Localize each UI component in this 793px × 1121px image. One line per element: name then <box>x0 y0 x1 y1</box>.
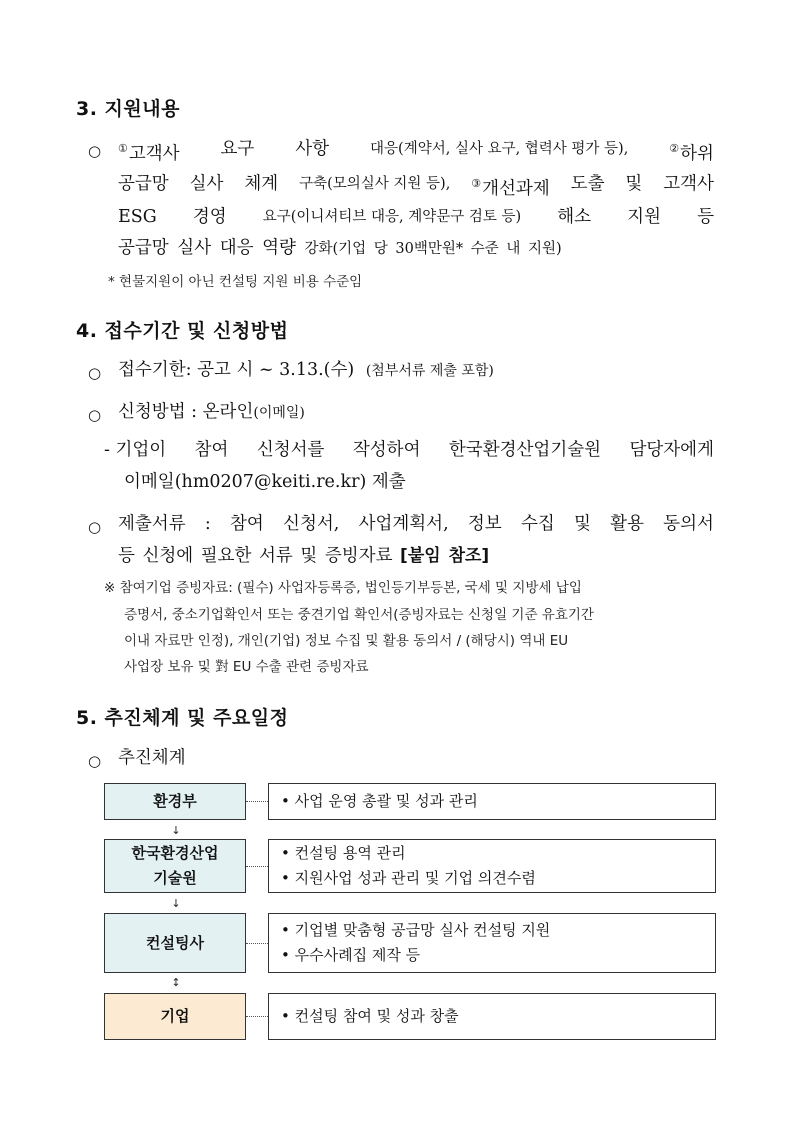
bullet-circle: ○ <box>88 752 102 770</box>
s3-line-4: 공급망 실사 대응 역량 강화(기업 당 30백만원* 수준 내 지원) <box>118 238 562 258</box>
org-desc-company: • 컨설팅 참여 및 성과 창출 <box>268 993 716 1040</box>
bullet-circle: ○ <box>88 364 102 382</box>
s5-subtitle: 추진체계 <box>118 748 186 768</box>
arrow-down-icon: ↓ <box>171 897 181 910</box>
org-desc-keiti: • 컨설팅 용역 관리 • 지원사업 성과 관리 및 기업 의견수렴 <box>268 839 716 893</box>
mark-2: ② <box>669 142 680 155</box>
org-desc-consultant: • 기업별 맞춤형 공급망 실사 컨설팅 지원 • 우수사례집 제작 등 <box>268 913 716 973</box>
org-box-company: 기업 <box>104 993 246 1040</box>
s4-ref-line-1: ※ 참여기업 증빙자료: (필수) 사업자등록증, 법인등기부등본, 국세 및 지방세 납입 <box>104 580 582 596</box>
connector <box>246 801 268 802</box>
s4-dash-line-1: - 기업이 참여 신청서를 작성하여 한국환경산업기술원 담당자에게 <box>104 440 714 460</box>
section-4-title: 4. 접수기간 및 신청방법 <box>76 320 289 342</box>
arrow-updown-icon: ↕ <box>171 976 181 989</box>
s4-ref-line-3: 이내 자료만 인정), 개인(기업) 정보 수집 및 활용 동의서 / (해당시) 역내 EU <box>124 633 569 649</box>
section-5-title: 5. 추진체계 및 주요일정 <box>76 707 289 729</box>
connector <box>246 943 268 944</box>
attachment-ref: [붙임 참조] <box>400 546 490 566</box>
s3-line-3: ESG 경영 요구(이니셔티브 대응, 계약문구 검토 등) 해소 지원 등 <box>118 207 714 227</box>
s3-line-1: ①고객사 요구 사항 대응(계약서, 실사 요구, 협력사 평가 등), ②하위 <box>118 139 714 164</box>
mark-3: ③ <box>471 177 482 190</box>
s3-footnote: * 현물지원이 아닌 컨설팅 지원 비용 수준임 <box>108 274 363 290</box>
connector <box>246 866 268 867</box>
connector <box>246 1016 268 1017</box>
s4-ref-line-4: 사업장 보유 및 對 EU 수출 관련 증빙자료 <box>124 659 369 675</box>
bullet-circle: ○ <box>88 406 102 424</box>
bullet-circle: ○ <box>88 142 102 160</box>
org-box-consultant: 컨설팅사 <box>104 913 246 973</box>
org-box-ministry: 환경부 <box>104 783 246 820</box>
s4-method: 신청방법 : 온라인(이메일) <box>118 402 305 422</box>
org-desc-ministry: • 사업 운영 총괄 및 성과 관리 <box>268 783 716 820</box>
section-3-title: 3. 지원내용 <box>76 98 180 120</box>
mark-1: ① <box>118 142 128 155</box>
s4-deadline: 접수기한: 공고 시 ~ 3.13.(수) (첨부서류 제출 포함) <box>118 360 494 380</box>
bullet-circle: ○ <box>88 518 102 536</box>
s4-docs-line-2: 등 신청에 필요한 서류 및 증빙자료 [붙임 참조] <box>118 546 490 566</box>
s4-dash-line-2: 이메일(hm0207@keiti.re.kr) 제출 <box>124 472 406 492</box>
s4-docs-line-1: 제출서류 : 참여 신청서, 사업계획서, 정보 수집 및 활용 동의서 <box>118 514 714 534</box>
arrow-down-icon: ↓ <box>171 824 181 837</box>
s3-line-2: 공급망 실사 체계 구축(모의실사 지원 등), ③개선과제 도출 및 고객사 <box>118 174 714 199</box>
s4-ref-line-2: 증명서, 중소기업확인서 또는 중견기업 확인서(증빙자료는 신청일 기준 유효기간 <box>124 607 594 623</box>
org-box-keiti: 한국환경산업 기술원 <box>104 839 246 893</box>
